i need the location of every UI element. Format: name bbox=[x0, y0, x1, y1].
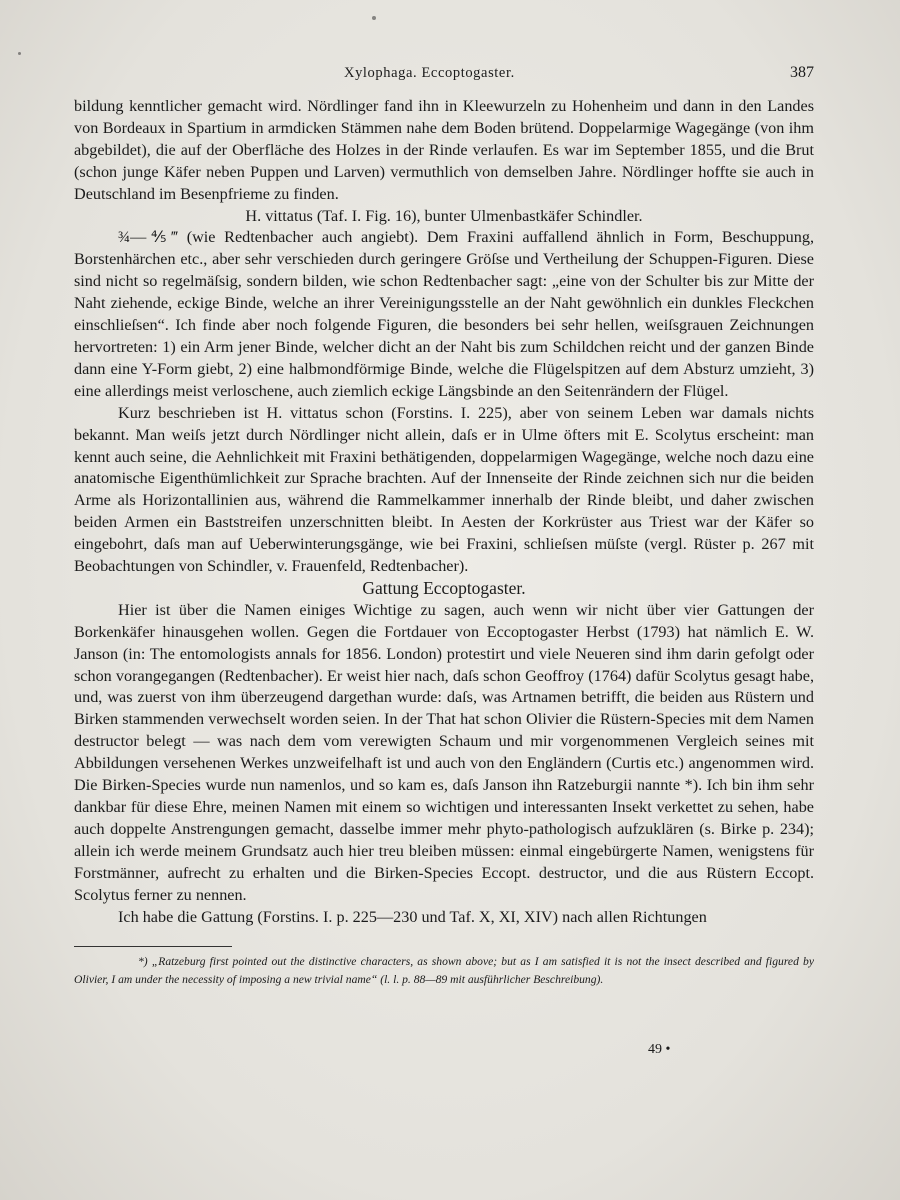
page-number: 387 bbox=[790, 64, 814, 81]
footnote-rule bbox=[74, 946, 232, 947]
footnote: *) „Ratzeburg first pointed out the distinctive characters, as shown above; but as I am satisfied it is not the insect described and figured by Olivier, I am under the necessity of imposing a new trivial name“ (l. l. p. 88—89 mit ausführlicher Beschreibung). bbox=[74, 955, 814, 987]
paragraph: Hier ist über die Namen einiges Wichtige zu sagen, auch wenn wir nicht über vier Gattungen der Borkenkäfer hinausgehen wollen. Gegen die Fortdauer von Eccoptogaster Herbst (1793) hat nämlich E. W. Janson (in: The entomologists annals for 1856. London) protestirt und viele Neueren sind ihm darin gefolgt oder schon vorangegangen (Redtenbacher). Er weist hier nach, daſs schon Geoffroy (1764) dafür Scolytus gesagt habe, und, was zuerst von ihm überzeugend dargethan wurde: daſs, was Artnamen betrifft, die beiden aus Rüstern und Birken stammenden verwechselt worden seien. In der That hat schon Olivier die Rüstern-Species mit dem Namen destructor belegt — was nach dem vom verewigten Schaum und mir vorgenommenen Vergleich seines mit Abbildungen versehenen Werkes unzweifelhaft ist und auch von den Engländern (Curtis etc.) angenommen wird. Die Birken-Species wurde nun namenlos, und so kam es, daſs Janson ihn Ratzeburgii nannte *). Ich bin ihm sehr dankbar für diese Ehre, meinen Namen mit einem so wichtigen und interessanten Insekt verkettet zu sehen, habe auch doppelte Anstrengungen gemacht, dasselbe immer mehr phyto-pathologisch aufzuklären (s. Birke p. 234); allein ich werde meinem Grundsatz auch hier treu bleiben müssen: einmal eingebürgerte Namen, wenigstens für Forstmänner, aufrecht zu erhalten und die Birken-Species Eccopt. destructor, und die aus Rüstern Eccopt. Scolytus ferner zu nennen. bbox=[74, 600, 814, 904]
paragraph: Kurz beschrieben ist H. vittatus schon (Forstins. I. 225), aber von seinem Leben war damals nichts bekannt. Man weiſs jetzt durch Nördlinger nicht allein, daſs er in Ulme öfters mit E. Scolytus erscheint: man kennt auch seine, die Aehnlichkeit mit Fraxini bethätigenden, doppelarmigen Wagegänge, welche noch dazu eine anatomische Eigenthümlichkeit zur Sprache brachten. Auf der Innenseite der Rinde zeichnen sich nur die beiden Arme als Horizontallinien aus, während die Rammelkammer innerhalb der Rinde bleibt, und daher zwischen beiden Armen ein Baststreifen unzerschnitten bleibt. In Aesten der Korkrüster aus Triest war der Käfer so eingebohrt, daſs man auf Ueberwinterungsgänge, wie bei Fraxini, schlieſsen müſste (vergl. Rüster p. 267 mit Beobachtungen von Schindler, v. Frauenfeld, Redtenbacher). bbox=[74, 403, 814, 576]
body-text bbox=[74, 96, 814, 928]
species-heading: H. vittatus (Taf. I. Fig. 16), bunter Ulmenbastkäfer Schindler. bbox=[245, 206, 643, 225]
paragraph: bildung kenntlicher gemacht wird. Nördlinger fand ihn in Kleewurzeln zu Hohenheim und dann in den Landes von Bordeaux in Spartium in armdicken Stämmen nahe dem Boden brütend. Doppelarmige Wagegänge (von ihm abgebildet), die auf der Oberfläche des Holzes in der Rinde verlaufen. Es war im September 1855, und die Brut (schon junge Käfer neben Puppen und Larven) vermuthlich von demselben Jahre. Nördlinger hoffte sie auch in Deutschland im Besenpfrieme zu finden. bbox=[74, 97, 814, 203]
running-header bbox=[74, 64, 814, 82]
genus-heading: Gattung Eccoptogaster. bbox=[362, 577, 526, 598]
running-title: Xylophaga. Eccoptogaster. bbox=[344, 65, 515, 81]
signature-mark: 49 • bbox=[648, 1042, 671, 1057]
ink-speck bbox=[18, 52, 21, 55]
ink-speck bbox=[372, 16, 376, 20]
paragraph: ¾—⅘‴ (wie Redtenbacher auch angiebt). Dem Fraxini auffallend ähnlich in Form, Beschuppung, Borstenhärchen etc., aber sehr verschieden durch geringere Gröſse und Vertheilung der Schuppen-Figuren. Diese sind nicht so regelmäſsig, sondern bilden, wie schon Redtenbacher sagt: „eine von der Schulter bis zur Mitte der Naht ziehende, eckige Binde, welche an ihrer Vereinigungsstelle an der Naht gewöhnlich ein dunkles Fleckchen einschlieſsen“. Ich finde aber noch folgende Figuren, die besonders bei sehr hellen, weiſsgrauen Zeichnungen hervortreten: 1) ein Arm jener Binde, welcher dicht an der Naht bis zum Schildchen reicht und der ganzen Binde dann eine Y-Form giebt, 2) eine halbmondförmige Binde, welche die Flügelspitzen auf dem Absturz umzieht, 3) eine allerdings meist verloschene, auch ziemlich eckige Längsbinde an den Seitenrändern der Flügel. bbox=[74, 228, 814, 400]
paragraph: Ich habe die Gattung (Forstins. I. p. 225—230 und Taf. X, XI, XIV) nach allen Richtungen bbox=[118, 907, 707, 926]
